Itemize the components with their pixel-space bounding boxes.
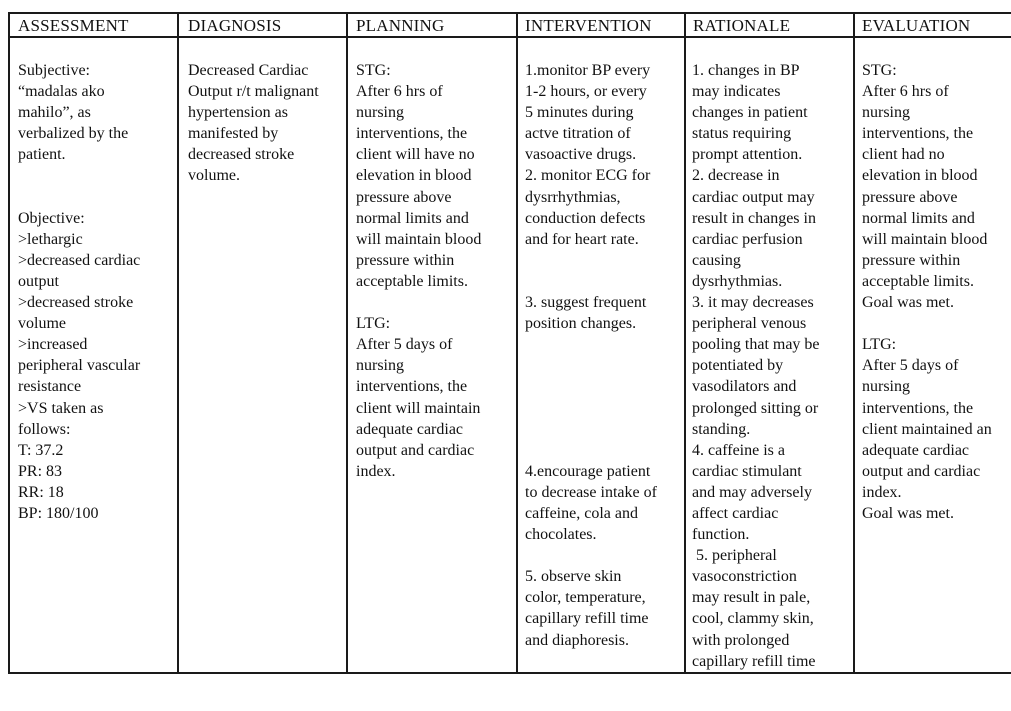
evaluation-stg-line: pressure above [862,188,958,206]
evaluation-ltg-line: client maintained an [862,420,992,438]
rationale-line: causing [692,251,741,269]
objective-line: output [18,272,59,290]
planning-ltg-line: interventions, the [356,378,468,396]
rationale-line: cardiac output may [692,188,815,206]
objective-label: Objective: [18,209,85,227]
subjective-line: patient. [18,146,66,164]
planning-stg-line: After 6 hrs of [356,83,443,101]
planning-stg-label: STG: [356,62,391,79]
rationale-line: vasodilators and [692,378,797,396]
rationale-line: dysrhythmias. [692,272,783,290]
planning-ltg-label: LTG: [356,315,391,333]
evaluation-stg-line: elevation in blood [862,167,978,185]
subjective-line: mahilo”, as [18,104,91,122]
planning-stg-line: pressure above [356,188,452,206]
intervention-line: 5. observe skin [525,568,622,586]
evaluation-stg-line: acceptable limits. [862,272,974,290]
header-divider [8,36,1011,38]
vital-sign: BP: 180/100 [18,504,99,522]
rationale-line: cardiac perfusion [692,230,803,248]
rationale-line: prolonged sitting or [692,399,819,417]
evaluation-ltg-line: nursing [862,378,910,396]
rationale-line: 1. changes in BP [692,62,800,79]
diagnosis-line: decreased stroke [188,146,295,164]
evaluation-ltg-label: LTG: [862,336,897,354]
objective-line: volume [18,315,66,333]
intervention-line: vasoactive drugs. [525,146,637,164]
intervention-line: 4.encourage patient [525,462,651,480]
header-assessment: ASSESSMENT [18,16,129,35]
planning-ltg-line: After 5 days of [356,336,453,354]
rationale-line: 5. peripheral [692,547,777,565]
rationale-line: prompt attention. [692,146,803,164]
rationale-line: 3. it may decreases [692,294,814,312]
evaluation-ltg-line: Goal was met. [862,504,954,522]
intervention-line: 1-2 hours, or every [525,83,647,101]
planning-stg-line: normal limits and [356,209,469,227]
intervention-line: conduction defects [525,209,646,227]
objective-line: resistance [18,378,82,396]
rationale-line: standing. [692,420,751,438]
intervention-line: caffeine, cola and [525,504,638,522]
diagnosis-cell [188,60,319,187]
diagnosis-line: Decreased Cardiac [188,62,309,79]
evaluation-ltg-line: index. [862,483,902,501]
objective-line: >increased [18,336,88,354]
rationale-line: 2. decrease in [692,167,780,185]
evaluation-stg-line: pressure within [862,251,961,269]
rationale-line: 4. caffeine is a [692,441,785,459]
intervention-line: 3. suggest frequent [525,294,647,312]
planning-stg-line: will maintain blood [356,230,482,248]
evaluation-ltg-line: output and cardiac [862,462,981,480]
rationale-line: function. [692,526,750,544]
intervention-line: to decrease intake of [525,483,657,501]
intervention-line: and diaphoresis. [525,631,629,649]
evaluation-stg-line: will maintain blood [862,230,988,248]
intervention-line: dysrrhythmias, [525,188,621,206]
rationale-line: may indicates [692,83,781,101]
objective-line: >decreased stroke [18,294,134,312]
intervention-line: 5 minutes during [525,104,634,122]
rationale-line: affect cardiac [692,504,779,522]
rationale-line: capillary refill time [692,652,816,670]
subjective-line: verbalized by the [18,125,129,143]
header-intervention: INTERVENTION [525,16,652,35]
evaluation-stg-line: client had no [862,146,945,164]
objective-line: >lethargic [18,230,83,248]
evaluation-ltg-line: adequate cardiac [862,441,970,459]
evaluation-ltg-line: interventions, the [862,399,974,417]
diagnosis-line: volume. [188,167,240,185]
rationale-line: changes in patient [692,104,808,122]
rationale-line: status requiring [692,125,792,143]
objective-line: >decreased cardiac [18,251,141,269]
header-evaluation: EVALUATION [862,16,971,35]
planning-stg-line: nursing [356,104,404,122]
diagnosis-line: manifested by [188,125,279,143]
vital-sign: PR: 83 [18,462,63,480]
rationale-line: peripheral venous [692,315,807,333]
intervention-cell [525,60,657,651]
evaluation-stg-line: interventions, the [862,125,974,143]
rationale-line: cool, clammy skin, [692,610,814,628]
rationale-line: result in changes in [692,209,816,227]
header-rationale: RATIONALE [693,16,791,35]
assessment-cell [18,60,140,524]
intervention-line: actve titration of [525,125,631,143]
column-divider-4 [684,12,686,674]
column-divider-1 [177,12,179,674]
subjective-label: Subjective: [18,62,90,79]
intervention-line: 1.monitor BP every [525,62,651,79]
diagnosis-line: hypertension as [188,104,288,122]
vital-sign: RR: 18 [18,483,64,501]
evaluation-stg-label: STG: [862,62,897,79]
planning-ltg-line: nursing [356,357,404,375]
rationale-cell [692,60,820,672]
planning-ltg-line: index. [356,462,396,480]
rationale-line: with prolonged [692,631,790,649]
rationale-line: cardiac stimulant [692,462,802,480]
vital-sign: T: 37.2 [18,441,64,459]
intervention-line: 2. monitor ECG for [525,167,651,185]
rationale-line: potentiated by [692,357,784,375]
care-plan-table [8,12,1011,674]
planning-stg-line: elevation in blood [356,167,472,185]
evaluation-cell [862,60,992,524]
planning-ltg-line: adequate cardiac [356,420,464,438]
evaluation-stg-line: Goal was met. [862,294,954,312]
rationale-line: pooling that may be [692,336,820,354]
intervention-line: position changes. [525,315,637,333]
planning-ltg-line: output and cardiac [356,441,475,459]
evaluation-stg-line: nursing [862,104,910,122]
planning-stg-line: pressure within [356,251,455,269]
rationale-line: vasoconstriction [692,568,797,586]
objective-line: follows: [18,420,71,438]
column-divider-3 [516,12,518,674]
planning-stg-line: acceptable limits. [356,272,468,290]
planning-cell [356,60,481,482]
planning-stg-line: client will have no [356,146,475,164]
planning-ltg-line: client will maintain [356,399,481,417]
rationale-line: may result in pale, [692,589,811,607]
intervention-line: chocolates. [525,526,597,544]
objective-line: peripheral vascular [18,357,141,375]
evaluation-stg-line: After 6 hrs of [862,83,949,101]
rationale-line: and may adversely [692,483,812,501]
header-diagnosis: DIAGNOSIS [188,16,282,35]
intervention-line: and for heart rate. [525,230,639,248]
evaluation-ltg-line: After 5 days of [862,357,959,375]
column-divider-2 [346,12,348,674]
intervention-line: color, temperature, [525,589,646,607]
evaluation-stg-line: normal limits and [862,209,975,227]
intervention-line: capillary refill time [525,610,649,628]
header-planning: PLANNING [356,16,445,35]
column-divider-5 [853,12,855,674]
subjective-line: “madalas ako [18,83,105,101]
objective-line: >VS taken as [18,399,104,417]
diagnosis-line: Output r/t malignant [188,83,319,101]
planning-stg-line: interventions, the [356,125,468,143]
